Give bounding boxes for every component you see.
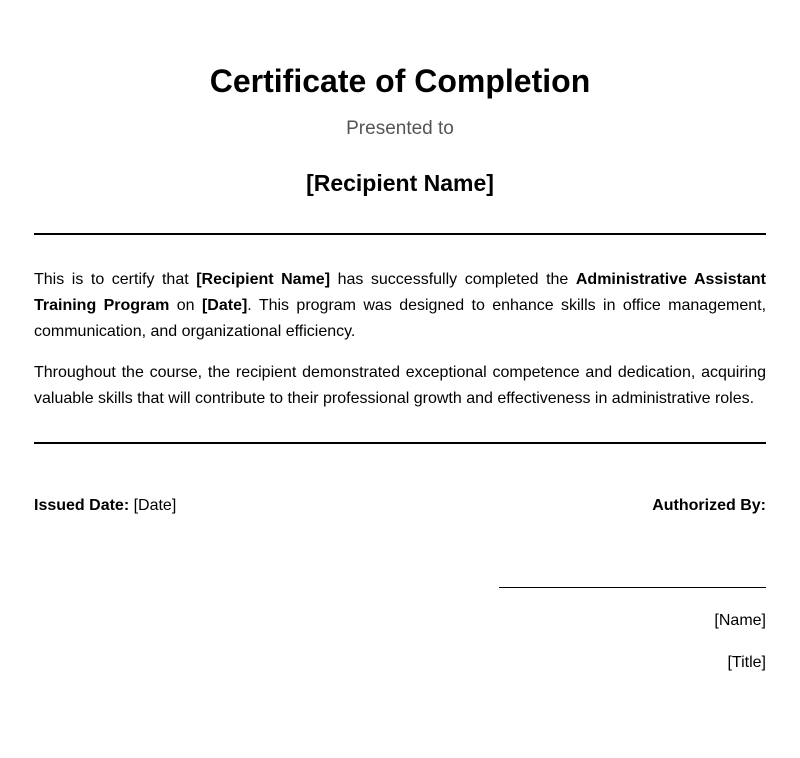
issued-date xyxy=(34,496,176,516)
achievement-paragraph: Throughout the course, the recipient demonstrated exceptional competence and dedication, acquiring valuable skills that will contribute to their professional growth and effectiveness in administrative roles. xyxy=(34,364,766,407)
signer-title: [Title] xyxy=(727,654,766,671)
signer-name: [Name] xyxy=(714,612,766,629)
authorized-by-label: Authorized By: xyxy=(652,497,766,514)
recipient-name: [Recipient Name] xyxy=(306,170,494,196)
issued-date-value: [Date] xyxy=(129,497,177,514)
signature-line xyxy=(499,587,766,588)
certification-paragraph xyxy=(34,267,766,345)
issued-date-label: Issued Date: xyxy=(34,497,130,514)
presented-to-label: Presented to xyxy=(346,118,454,139)
p1-text-2: has successfully completed the xyxy=(330,271,576,288)
p1-date: [Date] xyxy=(201,297,248,314)
top-divider xyxy=(34,233,766,235)
p1-recipient-name: [Recipient Name] xyxy=(196,271,331,288)
p1-program-name: Administrative Assistant Training Program xyxy=(34,271,766,314)
certificate-title: Certificate of Completion xyxy=(209,63,591,99)
p1-text-3: on xyxy=(169,297,202,314)
p1-text-1: This is to certify that xyxy=(34,271,197,288)
bottom-divider xyxy=(34,442,766,444)
p1-text-4: . This program was designed to enhance skills in office management, communication, and organizational efficiency. xyxy=(34,297,767,340)
